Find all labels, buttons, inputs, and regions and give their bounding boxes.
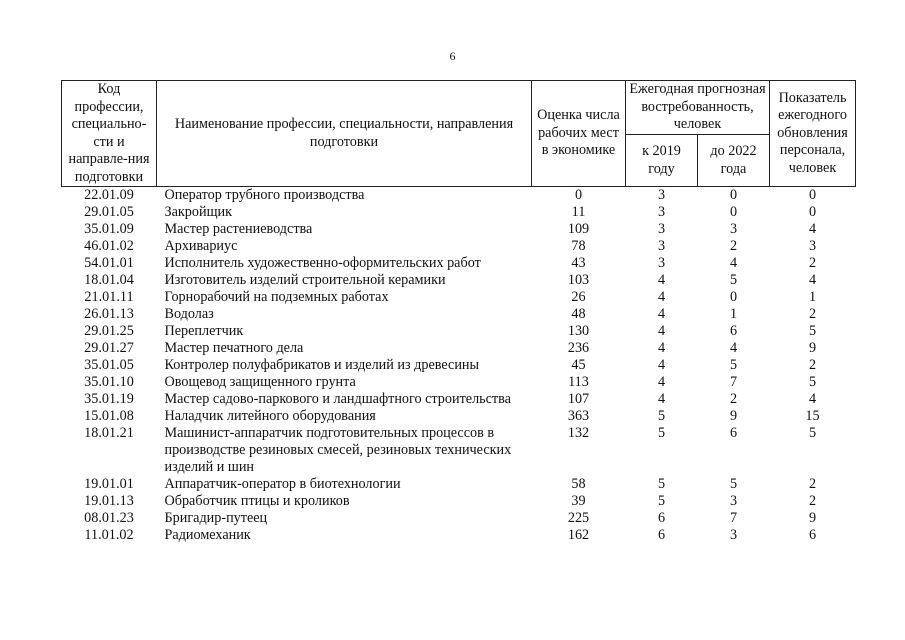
row-renewal: 1 [808, 289, 817, 305]
row-demand-2019: 4 [657, 289, 666, 305]
table-row [62, 238, 856, 255]
row-demand-2022: 4 [729, 255, 738, 271]
header-to-2019: к 2019 году [626, 135, 698, 187]
row-code: 22.01.09 [84, 187, 134, 203]
table-row [62, 493, 856, 510]
row-name: Закройщик [164, 204, 232, 220]
row-demand-2022: 7 [729, 374, 738, 390]
row-renewal: 15 [805, 408, 820, 424]
row-demand-2022: 2 [729, 238, 738, 254]
row-renewal: 2 [808, 255, 817, 271]
table-row [62, 425, 856, 476]
header-to-2022: до 2022 года [698, 135, 770, 187]
row-demand-2022: 5 [729, 476, 738, 492]
row-demand-2019: 4 [657, 357, 666, 373]
row-demand-2022: 7 [729, 510, 738, 526]
row-jobs: 130 [567, 323, 590, 339]
row-name: Мастер растениеводства [164, 221, 313, 237]
row-demand-2019: 3 [657, 255, 666, 271]
row-code: 35.01.09 [84, 221, 134, 237]
row-demand-2022: 3 [729, 527, 738, 543]
row-code: 35.01.05 [84, 357, 134, 373]
row-name: Овощевод защищенного грунта [164, 374, 356, 390]
row-demand-2019: 3 [657, 204, 666, 220]
row-name: Оператор трубного производства [164, 187, 365, 203]
row-jobs: 0 [574, 187, 583, 203]
row-demand-2019: 6 [657, 527, 666, 543]
row-demand-2019: 5 [657, 425, 666, 441]
row-renewal: 5 [808, 374, 817, 390]
row-demand-2022: 1 [729, 306, 738, 322]
row-jobs: 132 [567, 425, 590, 441]
row-code: 26.01.13 [84, 306, 134, 322]
row-jobs: 11 [571, 204, 586, 220]
row-demand-2019: 3 [657, 221, 666, 237]
header-renewal: Показатель ежегодного обновления персонала, человек [770, 81, 856, 187]
row-jobs: 26 [571, 289, 586, 305]
row-demand-2019: 5 [657, 493, 666, 509]
row-name: Машинист-аппаратчик подготовительных процессов в производстве резиновых смесей, резиновых технических изделий и шин [164, 425, 512, 475]
row-demand-2019: 4 [657, 391, 666, 407]
row-name: Переплетчик [164, 323, 244, 339]
table-row [62, 391, 856, 408]
row-jobs: 103 [567, 272, 590, 288]
row-jobs: 113 [568, 374, 589, 390]
row-demand-2022: 2 [729, 391, 738, 407]
row-demand-2022: 6 [729, 323, 738, 339]
row-demand-2019: 6 [657, 510, 666, 526]
row-jobs: 109 [567, 221, 590, 237]
row-jobs: 48 [571, 306, 586, 322]
table-row [62, 476, 856, 493]
row-demand-2022: 5 [729, 357, 738, 373]
row-jobs: 45 [571, 357, 586, 373]
row-demand-2019: 4 [657, 323, 666, 339]
professions-table [61, 80, 856, 544]
row-name: Наладчик литейного оборудования [164, 408, 376, 424]
row-renewal: 4 [808, 221, 817, 237]
row-code: 19.01.01 [84, 476, 134, 492]
row-code: 08.01.23 [84, 510, 134, 526]
row-jobs: 43 [571, 255, 586, 271]
row-code: 11.01.02 [84, 527, 134, 543]
row-code: 21.01.11 [84, 289, 134, 305]
row-renewal: 0 [808, 204, 817, 220]
row-renewal: 5 [808, 323, 817, 339]
table-row [62, 357, 856, 374]
row-demand-2022: 0 [729, 204, 738, 220]
row-jobs: 236 [567, 340, 590, 356]
row-renewal: 2 [808, 357, 817, 373]
table-row [62, 255, 856, 272]
row-renewal: 4 [808, 391, 817, 407]
row-demand-2022: 4 [729, 340, 738, 356]
row-jobs: 58 [571, 476, 586, 492]
table-row [62, 306, 856, 323]
row-jobs: 162 [567, 527, 590, 543]
row-renewal: 2 [808, 306, 817, 322]
table-row [62, 323, 856, 340]
row-demand-2019: 4 [657, 306, 666, 322]
header-demand: Ежегодная прогнозная востребованность, человек [626, 81, 770, 135]
row-name: Обработчик птицы и кроликов [164, 493, 350, 509]
row-demand-2019: 4 [657, 374, 666, 390]
row-name: Исполнитель художественно-оформительских работ [164, 255, 481, 271]
row-renewal: 3 [808, 238, 817, 254]
row-name: Аппаратчик-оператор в биотехнологии [164, 476, 401, 492]
table-row [62, 408, 856, 425]
row-demand-2022: 3 [729, 221, 738, 237]
row-name: Водолаз [164, 306, 214, 322]
row-name: Архивариус [164, 238, 238, 254]
row-demand-2019: 3 [657, 238, 666, 254]
row-demand-2022: 0 [729, 187, 738, 203]
header-code: Код профессии, специально-сти и направле-ния подготовки [62, 81, 157, 187]
header-name: Наименование профессии, специальности, направления подготовки [157, 81, 532, 187]
row-renewal: 9 [808, 510, 817, 526]
table-row [62, 187, 856, 205]
row-jobs: 107 [567, 391, 590, 407]
row-demand-2022: 6 [729, 425, 738, 441]
row-name: Изготовитель изделий строительной керамики [164, 272, 446, 288]
row-code: 18.01.04 [84, 272, 134, 288]
row-demand-2022: 9 [729, 408, 738, 424]
row-demand-2022: 0 [729, 289, 738, 305]
row-demand-2019: 4 [657, 340, 666, 356]
page-number: 6 [449, 49, 456, 63]
table-row [62, 340, 856, 357]
table-row [62, 204, 856, 221]
row-renewal: 9 [808, 340, 817, 356]
row-code: 29.01.25 [84, 323, 134, 339]
row-name: Мастер печатного дела [164, 340, 304, 356]
row-renewal: 5 [808, 425, 817, 441]
table-row [62, 510, 856, 527]
row-renewal: 2 [808, 493, 817, 509]
row-demand-2019: 4 [657, 272, 666, 288]
row-jobs: 363 [567, 408, 590, 424]
row-renewal: 2 [808, 476, 817, 492]
row-name: Мастер садово-паркового и ландшафтного строительства [164, 391, 511, 407]
table-row [62, 374, 856, 391]
row-code: 19.01.13 [84, 493, 134, 509]
table-row [62, 289, 856, 306]
row-code: 18.01.21 [84, 425, 134, 441]
row-demand-2022: 5 [729, 272, 738, 288]
row-code: 29.01.05 [84, 204, 134, 220]
row-name: Радиомеханик [164, 527, 251, 543]
row-demand-2019: 5 [657, 476, 666, 492]
table-row [62, 272, 856, 289]
row-jobs: 225 [567, 510, 590, 526]
header-jobs: Оценка числа рабочих мест в экономике [532, 81, 626, 187]
row-code: 54.01.01 [84, 255, 134, 271]
table-row [62, 527, 856, 544]
row-renewal: 0 [808, 187, 817, 203]
table-row [62, 221, 856, 238]
row-code: 35.01.10 [84, 374, 134, 390]
row-code: 46.01.02 [84, 238, 134, 254]
row-jobs: 78 [571, 238, 586, 254]
row-renewal: 6 [808, 527, 817, 543]
row-name: Бригадир-путеец [164, 510, 268, 526]
row-code: 35.01.19 [84, 391, 134, 407]
row-code: 15.01.08 [84, 408, 134, 424]
row-renewal: 4 [808, 272, 817, 288]
row-demand-2022: 3 [729, 493, 738, 509]
row-name: Горнорабочий на подземных работах [164, 289, 389, 305]
row-demand-2019: 3 [657, 187, 666, 203]
row-demand-2019: 5 [657, 408, 666, 424]
row-jobs: 39 [571, 493, 586, 509]
row-code: 29.01.27 [84, 340, 134, 356]
row-name: Контролер полуфабрикатов и изделий из древесины [164, 357, 480, 373]
